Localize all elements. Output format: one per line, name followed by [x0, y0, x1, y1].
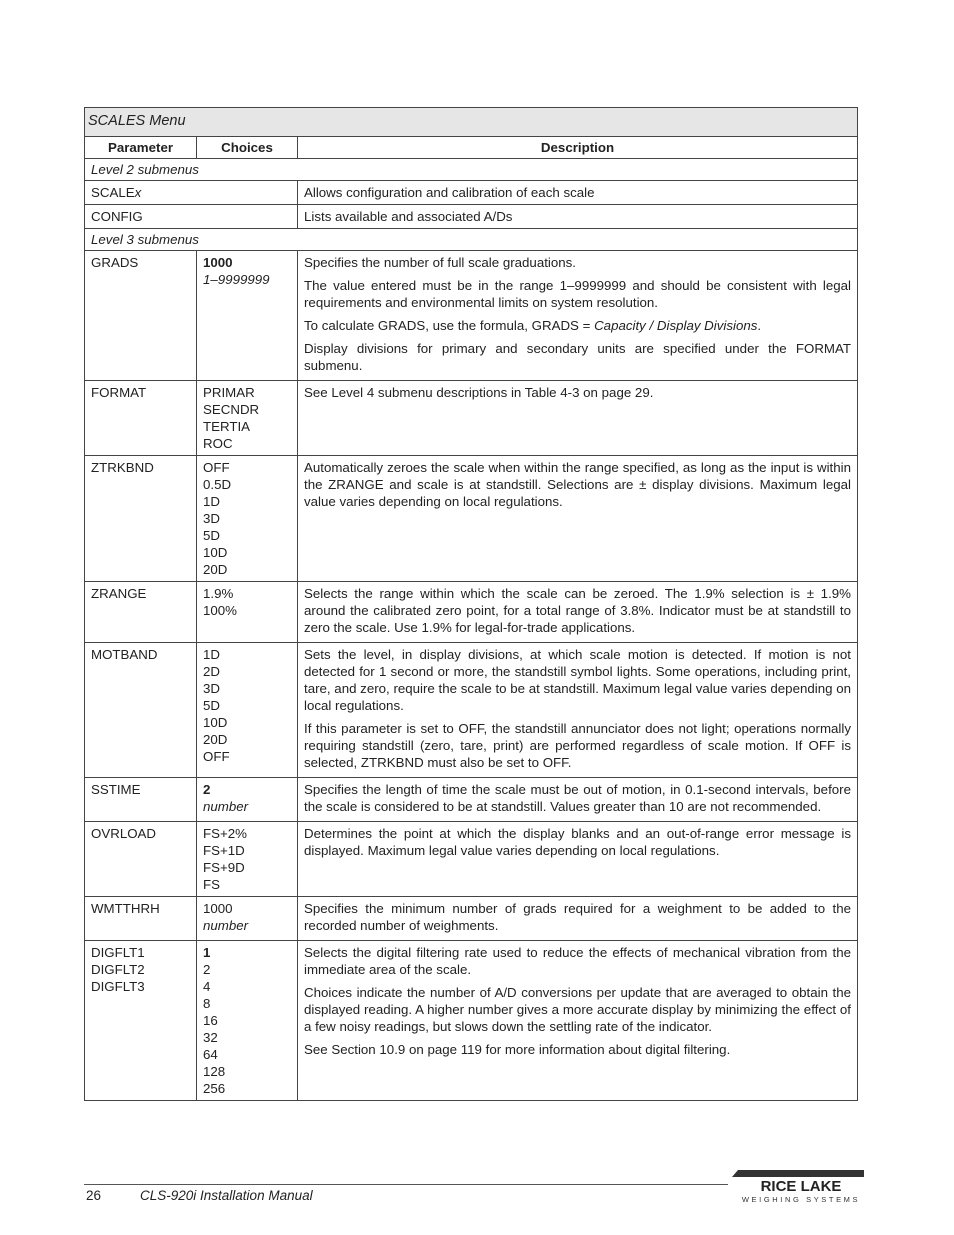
table-row	[85, 778, 858, 822]
footer-rule	[84, 1184, 728, 1185]
param-config: CONFIG	[85, 205, 298, 229]
table-row	[85, 205, 858, 229]
param-scalex: SCALEx	[85, 181, 298, 205]
table-row	[85, 822, 858, 897]
svg-text:WEIGHING SYSTEMS: WEIGHING SYSTEMS	[741, 1195, 861, 1204]
table-row	[85, 897, 858, 941]
choices-grads: 1000 1–9999999	[197, 251, 298, 381]
param-ovrload: OVRLOAD	[85, 822, 197, 897]
desc-wmtthrh: Specifies the minimum number of grads required for a weighment to be added to the recorded number of weighments.	[298, 897, 858, 941]
header-parameter: Parameter	[85, 137, 197, 159]
manual-title: CLS-920i Installation Manual	[140, 1188, 313, 1203]
choices-zrange: 1.9% 100%	[197, 582, 298, 643]
param-sstime: SSTIME	[85, 778, 197, 822]
table-row	[85, 381, 858, 456]
choices-format: PRIMAR SECNDR TERTIA ROC	[197, 381, 298, 456]
choices-sstime: 2 number	[197, 778, 298, 822]
header-description: Description	[298, 137, 858, 159]
choices-wmtthrh: 1000 number	[197, 897, 298, 941]
desc-format: See Level 4 submenu descriptions in Table 4-3 on page 29.	[298, 381, 858, 456]
desc-sstime: Specifies the length of time the scale must be out of motion, in 0.1-second intervals, before the scale is considered to be at standstill. Values greater than 10 are not recommended.	[298, 778, 858, 822]
desc-ztrkbnd: Automatically zeroes the scale when within the range specified, as long as the input is within the ZRANGE and scale is at standstill. Selections are ± display divisions. Maximum legal value varies depending on local regulations.	[298, 456, 858, 582]
header-choices: Choices	[197, 137, 298, 159]
param-format: FORMAT	[85, 381, 197, 456]
desc-zrange: Selects the range within which the scale can be zeroed. The 1.9% selection is ± 1.9% around the calibrated zero point, for a total range of 3.8%. Indicator must be at standstill to zero the scale. Use 1.9% for legal-for-trade applications.	[298, 582, 858, 643]
table-row	[85, 643, 858, 778]
table-row	[85, 456, 858, 582]
desc-scalex: Allows configuration and calibration of each scale	[298, 181, 858, 205]
param-motband: MOTBAND	[85, 643, 197, 778]
table-row	[85, 582, 858, 643]
page-number: 26	[86, 1188, 102, 1203]
choices-digflt: 1 2 4 8 16 32 64 128 256	[197, 941, 298, 1101]
table-row	[85, 181, 858, 205]
level2-heading: Level 2 submenus	[85, 159, 858, 181]
scales-menu-table	[84, 107, 858, 1101]
desc-grads: Specifies the number of full scale graduations. The value entered must be in the range 1–9999999 and should be consistent with legal requirements and environmental limits on system resolution. To calculate GRADS, use the formula, GRADS = Capacity / Display Divisions. Display divisions for primary and secondary units are specified under the FORMAT submenu.	[298, 251, 858, 381]
table-row	[85, 941, 858, 1101]
desc-config: Lists available and associated A/Ds	[298, 205, 858, 229]
table-row	[85, 251, 858, 381]
param-wmtthrh: WMTTHRH	[85, 897, 197, 941]
rice-lake-logo	[732, 1170, 870, 1206]
svg-text:RICE LAKE: RICE LAKE	[760, 1178, 842, 1195]
choices-ovrload: FS+2% FS+1D FS+9D FS	[197, 822, 298, 897]
desc-ovrload: Determines the point at which the display blanks and an out-of-range error message is displayed. Maximum legal value varies depending on local regulations.	[298, 822, 858, 897]
level3-heading: Level 3 submenus	[85, 229, 858, 251]
param-ztrkbnd: ZTRKBND	[85, 456, 197, 582]
desc-motband: Sets the level, in display divisions, at which scale motion is detected. If motion is not detected for 1 second or more, the standstill symbol lights. Some operations, including print, tare, and zero, require the scale to be at standstill. Maximum legal value varies depending on local regulations. If this parameter is set to OFF, the standstill annunciator does not light; operations normally requiring standstill (zero, tare, print) are performed regardless of scale motion. If OFF is selected, ZTRKBND must also be set to OFF.	[298, 643, 858, 778]
param-grads: GRADS	[85, 251, 197, 381]
param-digflt: DIGFLT1 DIGFLT2 DIGFLT3	[85, 941, 197, 1101]
table-title: SCALES Menu	[85, 108, 858, 137]
desc-digflt: Selects the digital filtering rate used to reduce the effects of mechanical vibration from the immediate area of the scale. Choices indicate the number of A/D conversions per update that are averaged to obtain the displayed reading. A higher number gives a more accurate display by minimizing the effect of a few noisy readings, but slows down the settling rate of the indicator. See Section 10.9 on page 119 for more information about digital filtering.	[298, 941, 858, 1101]
param-zrange: ZRANGE	[85, 582, 197, 643]
choices-motband: 1D 2D 3D 5D 10D 20D OFF	[197, 643, 298, 778]
choices-ztrkbnd: OFF 0.5D 1D 3D 5D 10D 20D	[197, 456, 298, 582]
